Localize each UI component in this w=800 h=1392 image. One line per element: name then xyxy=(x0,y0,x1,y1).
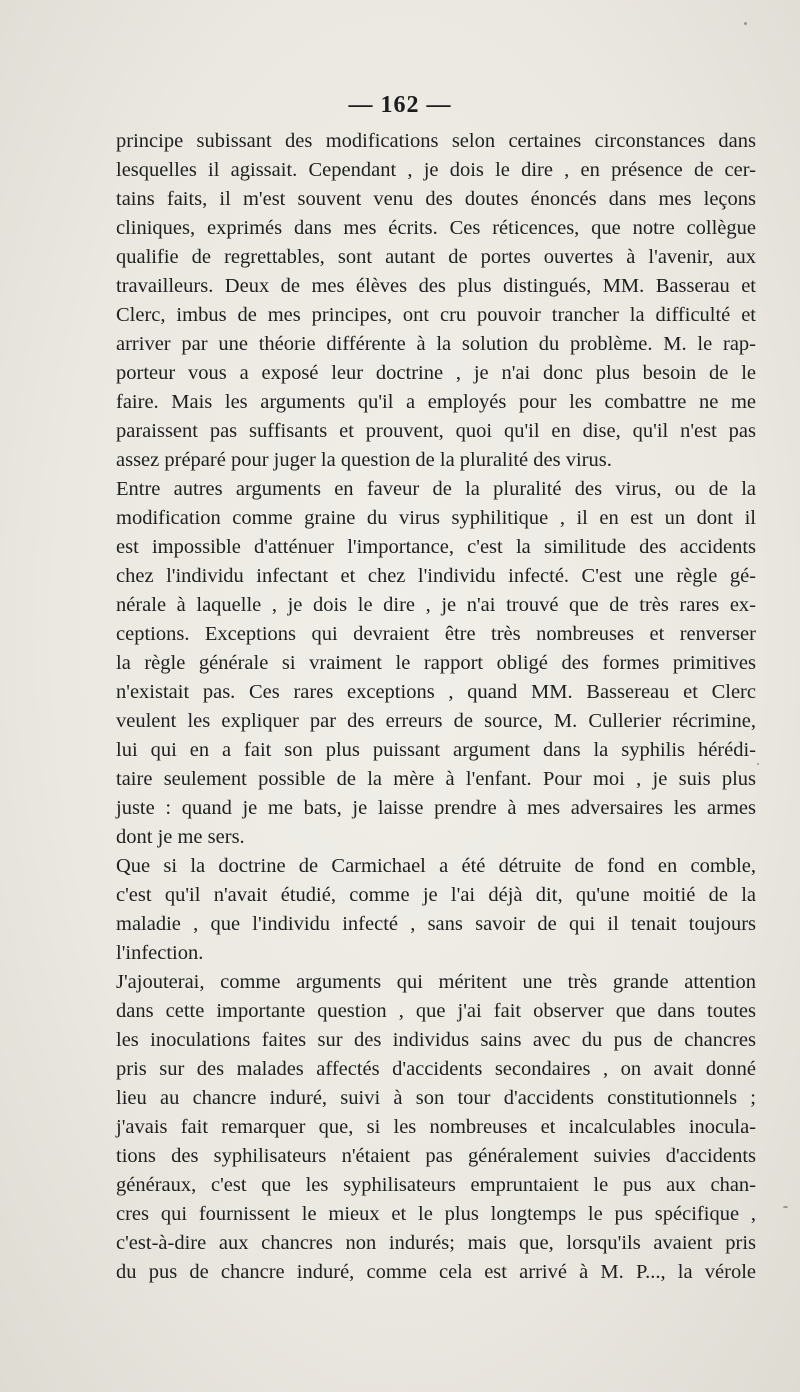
text-line: lieu au chancre induré, suivi à son tour d'accidents constitutionnels ; xyxy=(116,1087,756,1109)
text-line: maladie , que l'individu infecté , sans savoir de qui il tenait toujours xyxy=(116,913,756,935)
text-line: ceptions. Exceptions qui devraient être très nombreuses et renverser xyxy=(116,623,756,645)
text-line: n'existait pas. Ces rares exceptions , quand MM. Bassereau et Clerc xyxy=(116,681,756,703)
body-text xyxy=(116,127,756,1287)
text-line: Clerc, imbus de mes principes, ont cru pouvoir trancher la difficulté et xyxy=(116,304,756,326)
text-line: j'avais fait remarquer que, si les nombreuses et incalculables inocula- xyxy=(116,1116,756,1138)
text-line: lui qui en a fait son plus puissant argument dans la syphilis hérédi- xyxy=(116,739,756,761)
text-line: du pus de chancre induré, comme cela est arrivé à M. P..., la vérole xyxy=(116,1261,756,1283)
text-line: nérale à laquelle , je dois le dire , je n'ai trouvé que de très rares ex- xyxy=(116,594,756,616)
text-line: chez l'individu infectant et chez l'individu infecté. C'est une règle gé- xyxy=(116,565,756,587)
text-line: dans cette importante question , que j'ai fait observer que dans toutes xyxy=(116,1000,756,1022)
text-line: c'est qu'il n'avait étudié, comme je l'ai déjà dit, qu'une moitié de la xyxy=(116,884,756,906)
text-line: juste : quand je me bats, je laisse prendre à mes adversaires les armes xyxy=(116,797,756,819)
text-line: tains faits, il m'est souvent venu des doutes énoncés dans mes leçons xyxy=(116,188,756,210)
text-line: J'ajouterai, comme arguments qui méritent une très grande attention xyxy=(116,971,756,993)
text-line: la règle générale si vraiment le rapport obligé des formes primitives xyxy=(116,652,756,674)
text-line: arriver par une théorie différente à la solution du problème. M. le rap- xyxy=(116,333,756,355)
text-line: Que si la doctrine de Carmichael a été détruite de fond en comble, xyxy=(116,855,756,877)
text-line: modification comme graine du virus syphilitique , il en est un dont il xyxy=(116,507,756,529)
text-line: dont je me sers. xyxy=(116,826,245,848)
text-line: principe subissant des modifications selon certaines circonstances dans xyxy=(116,130,756,152)
text-line: l'infection. xyxy=(116,942,204,964)
text-line: généraux, c'est que les syphilisateurs empruntaient le pus aux chan- xyxy=(116,1174,756,1196)
text-line: c'est-à-dire aux chancres non indurés; mais que, lorsqu'ils avaient pris xyxy=(116,1232,756,1254)
text-line: Entre autres arguments en faveur de la pluralité des virus, ou de la xyxy=(116,478,756,500)
text-line: faire. Mais les arguments qu'il a employés pour les combattre ne me xyxy=(116,391,756,413)
text-line: paraissent pas suffisants et prouvent, quoi qu'il en dise, qu'il n'est pas xyxy=(116,420,756,442)
text-line: travailleurs. Deux de mes élèves des plus distingués, MM. Basserau et xyxy=(116,275,756,297)
text-line: assez préparé pour juger la question de la pluralité des virus. xyxy=(116,449,612,471)
text-line: les inoculations faites sur des individus sains avec du pus de chancres xyxy=(116,1029,756,1051)
text-line: lesquelles il agissait. Cependant , je dois le dire , en présence de cer- xyxy=(116,159,756,181)
text-line: veulent les expliquer par des erreurs de source, M. Cullerier récrimine, xyxy=(116,710,756,732)
text-line: qualifie de regrettables, sont autant de portes ouvertes à l'avenir, aux xyxy=(116,246,756,268)
text-line: tions des syphilisateurs n'étaient pas généralement suivies d'accidents xyxy=(116,1145,756,1167)
text-line: taire seulement possible de la mère à l'enfant. Pour moi , je suis plus xyxy=(116,768,756,790)
paper-speck xyxy=(783,1206,788,1208)
paper-speck xyxy=(744,22,747,25)
text-line: porteur vous a exposé leur doctrine , je n'ai donc plus besoin de le xyxy=(116,362,756,384)
page-number: — 162 — xyxy=(348,92,452,118)
paper-speck xyxy=(757,763,759,765)
text-line: cliniques, exprimés dans mes écrits. Ces réticences, que notre collègue xyxy=(116,217,756,239)
text-line: cres qui fournissent le mieux et le plus longtemps le pus spécifique , xyxy=(116,1203,756,1225)
text-line: est impossible d'atténuer l'importance, c'est la similitude des accidents xyxy=(116,536,756,558)
text-line: pris sur des malades affectés d'accidents secondaires , on avait donné xyxy=(116,1058,756,1080)
